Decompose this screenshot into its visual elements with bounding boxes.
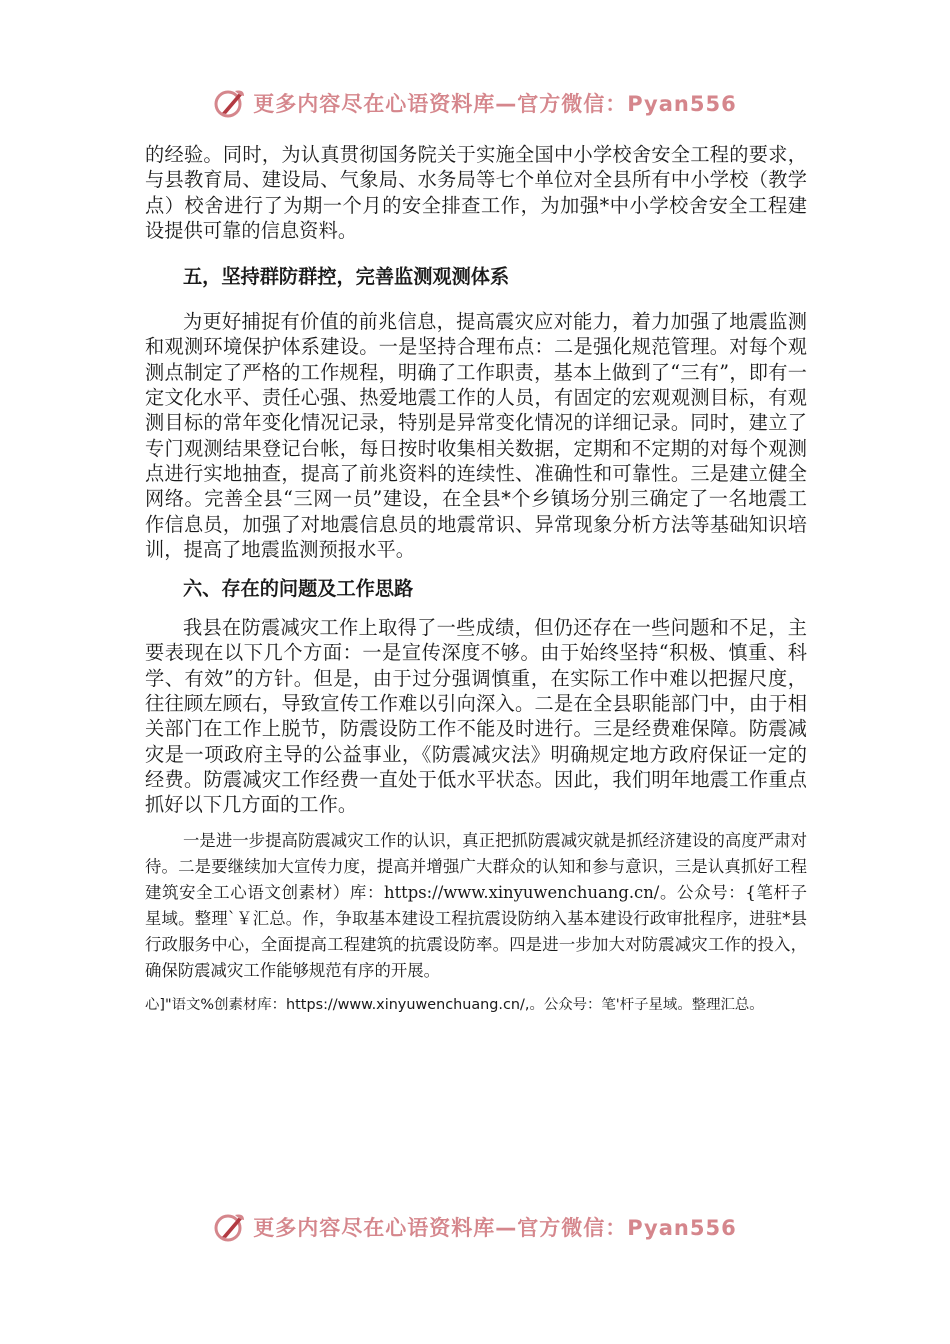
footer-banner-text: 更多内容尽在心语资料库—官方微信：Pyan556 (253, 1216, 737, 1240)
paragraph-4: 一是进一步提高防震减灾工作的认识，真正把抓防震减灾就是抓经济建设的高度严肃对待。二是要继续加大宣传力度，提高并增强广大群众的认知和参与意识，三是认真抓好工程建筑安全工心语文创素材）库：https://www.xinyuwenchuang.cn/。公众号：{笔杆子星域。整理`￥汇总。作，争取基本建设工程抗震设防纳入基本建设行政审批程序，进驻*县行政服务中心，全面提高工程建筑的抗震设防率。四是进一步加大对防震减灾工作的投入，确保防震减灾工作能够规范有序的开展。 (145, 830, 807, 980)
document-body (145, 142, 807, 1016)
paragraph-1: 的经验。同时，为认真贯彻国务院关于实施全国中小学校舍安全工程的要求，与县教育局、建设局、气象局、水务局等七个单位对全县所有中小学校（教学点）校舍进行了为期一个月的安全排查工作，为加强*中小学校舍安全工程建设提供可靠的信息资料。 (145, 143, 807, 242)
header-banner (0, 86, 950, 120)
quill-logo-icon (213, 86, 247, 120)
footer-banner (0, 1210, 950, 1244)
header-banner-text: 更多内容尽在心语资料库—官方微信：Pyan556 (253, 92, 737, 116)
source-footer-line: 心]"语文%创素材库：https://www.xinyuwenchuang.cn/,。公众号：笔'杆子星域。整理汇总。 (145, 996, 764, 1013)
paragraph-2: 为更好捕捉有价值的前兆信息，提高震灾应对能力，着力加强了地震监测和观测环境保护体系建设。一是坚持合理布点：二是强化规范管理。对每个观测点制定了严格的工作规程，明确了工作职责，基本上做到了“三有”，即有一定文化水平、责任心强、热爱地震工作的人员，有固定的宏观观测目标，有观测目标的常年变化情况记录，特别是异常变化情况的详细记录。同时，建立了专门观测结果登记台帐，每日按时收集相关数据，定期和不定期的对每个观测点进行实地抽查，提高了前兆资料的连续性、准确性和可靠性。三是建立健全网络。完善全县“三网一员”建设，在全县*个乡镇场分别三确定了一名地震工作信息员，加强了对地震信息员的地震常识、异常现象分析方法等基础知识培训，提高了地震监测预报水平。 (145, 310, 807, 561)
section-heading-5: 五，坚持群防群控，完善监测观测体系 (183, 265, 510, 289)
paragraph-3: 我县在防震减灾工作上取得了一些成绩，但仍还存在一些问题和不足，主要表现在以下几个方面：一是宣传深度不够。由于始终坚持“积极、慎重、科学、有效”的方针。但是，由于过分强调慎重，在实际工作中难以把握尺度，往往顾左顾右，导致宣传工作难以引向深入。二是在全县职能部门中，由于相关部门在工作上脱节，防震设防工作不能及时进行。三是经费难保障。防震减灾是一项政府主导的公益事业，《防震减灾法》明确规定地方政府保证一定的经费。防震减灾工作经费一直处于低水平状态。因此，我们明年地震工作重点抓好以下几方面的工作。 (145, 616, 807, 817)
quill-logo-icon (213, 1210, 247, 1244)
section-heading-6: 六、存在的问题及工作思路 (183, 577, 414, 601)
